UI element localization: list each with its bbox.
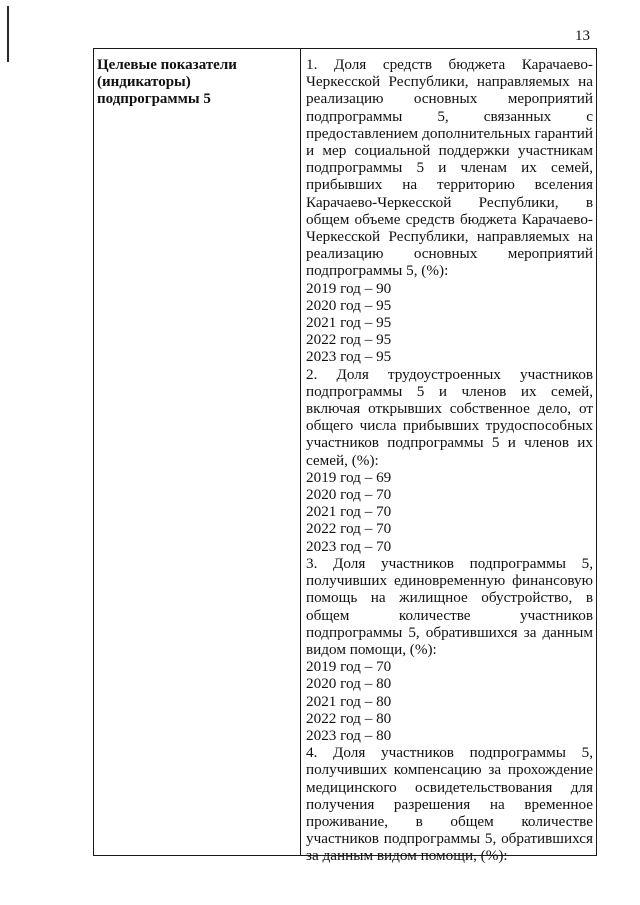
- indicator-3-value: 2022 год – 80: [306, 709, 392, 727]
- indicator-1-value: 2023 год – 95: [306, 348, 392, 366]
- page-number: 13: [575, 28, 590, 44]
- indicator-1-value: 2019 год – 90: [306, 279, 392, 297]
- indicator-3-value: 2019 год – 70: [306, 658, 392, 676]
- indicator-1-value: 2021 год – 95: [306, 314, 392, 332]
- indicator-3-value: 2021 год – 80: [306, 692, 392, 710]
- indicator-2-value: 2022 год – 70: [306, 520, 392, 538]
- indicator-2-value: 2020 год – 70: [306, 486, 392, 504]
- indicator-3-value: 2020 год – 80: [306, 675, 392, 693]
- indicator-2-value: 2019 год – 69: [306, 468, 392, 486]
- label-cell: [94, 49, 301, 856]
- row-label: Целевые показатели (индикаторы) подпрограммы 5: [97, 57, 237, 107]
- content-cell: [301, 49, 597, 865]
- indicator-2-value: 2023 год – 70: [306, 537, 392, 555]
- indicator-1-value: 2022 год – 95: [306, 331, 392, 349]
- indicator-list: [301, 49, 596, 865]
- indicator-4-text: 4. Доля участников подпрограммы 5, получивших компенсацию за прохождение медицинского освидетельствования для получения разрешения на временное проживание, в общем количестве участников подпрограммы 5, обратившихся за данным видом помощи, (%):: [306, 744, 593, 865]
- indicators-table: [93, 48, 597, 865]
- indicator-1-text: 1. Доля средств бюджета Карачаево-Черкесской Республики, направляемых на реализацию основных мероприятий подпрограммы 5, связанных с предоставлением дополнительных гарантий и мер социальной поддержки участникам подпрограммы 5 и членам их семей, прибывших на территорию вселения Карачаево-Черкесской Республики, в общем объеме средств бюджета Карачаево-Черкесской Республики, направляемых на реализацию основных мероприятий подпрограммы 5, (%):: [306, 56, 593, 280]
- indicator-2-value: 2021 год – 70: [306, 503, 392, 521]
- indicator-1-value: 2020 год – 95: [306, 296, 392, 314]
- scan-margin-line: [7, 6, 9, 62]
- table-row: [94, 49, 597, 856]
- indicator-3-value: 2023 год – 80: [306, 726, 392, 744]
- indicator-2-text: 2. Доля трудоустроенных участников подпрограммы 5 и членов их семей, включая открывших собственное дело, от общего числа прибывших трудоспособных участников подпрограммы 5 и членов их семей, (%):: [306, 365, 593, 469]
- indicator-3-text: 3. Доля участников подпрограммы 5, получивших единовременную финансовую помощь на жилищное обустройство, в общем количестве участников подпрограммы 5, обратившихся за данным видом помощи, (%):: [306, 554, 593, 658]
